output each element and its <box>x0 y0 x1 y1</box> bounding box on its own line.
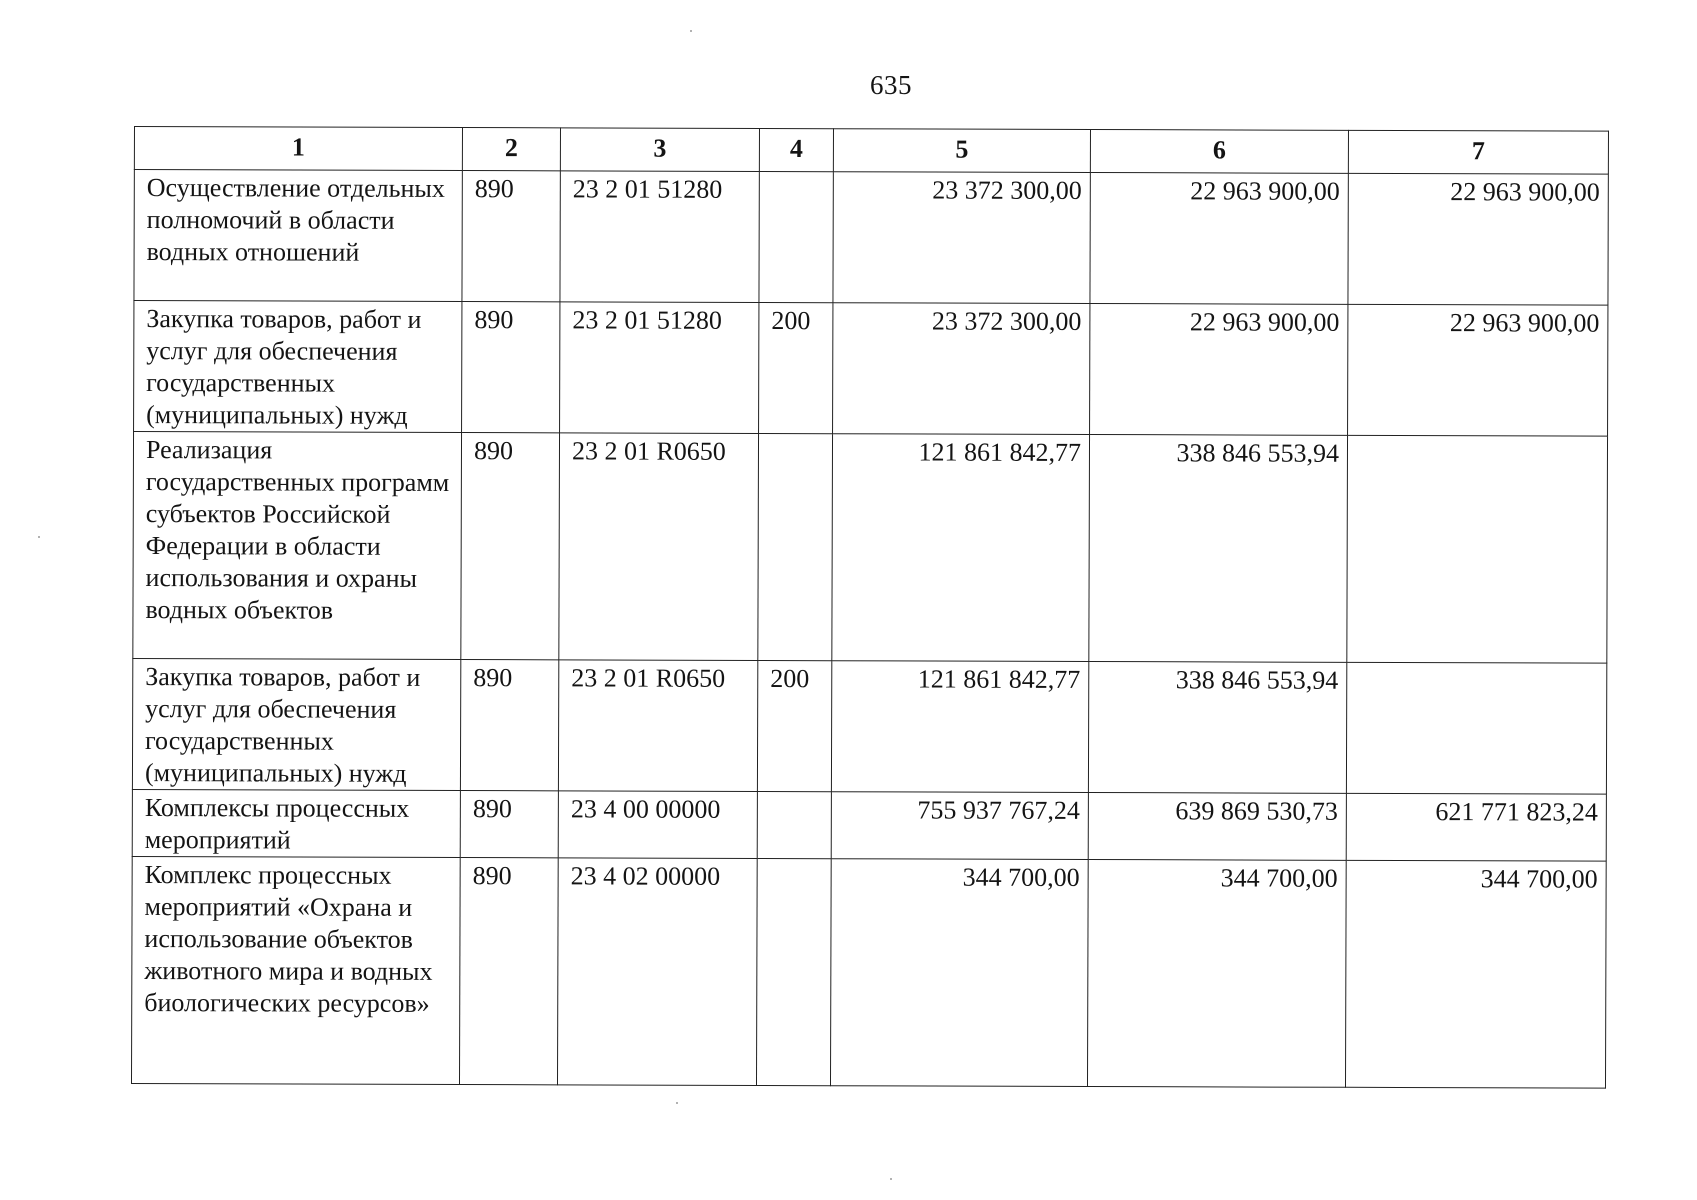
table-row <box>131 856 1606 1088</box>
item-name: Осуществление отдельных полномочий в области водных отношений <box>134 170 462 302</box>
page-number: 635 <box>870 70 912 100</box>
item-amount-col6: 22 963 900,00 <box>1090 173 1348 305</box>
item-target-code: 23 2 01 51280 <box>560 171 759 303</box>
item-amount-col5: 23 372 300,00 <box>833 303 1090 435</box>
column-header-5: 5 <box>833 129 1090 173</box>
table-row <box>134 301 1608 437</box>
table-row <box>132 789 1606 861</box>
item-amount-col6: 338 846 553,94 <box>1089 435 1348 663</box>
item-admin-code: 890 <box>459 858 558 1085</box>
item-name: Закупка товаров, работ и услуг для обеспечения государственных (муниципальных) нужд <box>132 658 460 790</box>
item-expense-type <box>759 171 833 302</box>
item-amount-col7: 22 963 900,00 <box>1348 173 1608 305</box>
item-name: Комплекс процессных мероприятий «Охрана и использование объектов животного мира и водных биологических ресурсов» <box>131 856 460 1084</box>
column-header-7: 7 <box>1348 130 1608 174</box>
scan-speck <box>690 30 692 32</box>
column-header-4: 4 <box>759 128 833 171</box>
item-amount-col6: 344 700,00 <box>1087 860 1346 1088</box>
column-header-2: 2 <box>462 128 560 171</box>
item-amount-col7: 22 963 900,00 <box>1348 304 1608 436</box>
item-name: Комплексы процессных мероприятий <box>132 789 460 857</box>
item-target-code: 23 2 01 51280 <box>560 302 759 434</box>
item-admin-code: 890 <box>460 791 558 858</box>
table-header <box>134 127 1608 175</box>
item-expense-type: 200 <box>757 660 831 791</box>
header-row <box>134 127 1608 175</box>
item-target-code: 23 2 01 R0650 <box>558 660 757 792</box>
item-expense-type <box>757 791 831 858</box>
item-name: Закупка товаров, работ и услуг для обеспечения государственных (муниципальных) нужд <box>134 301 462 433</box>
item-amount-col7 <box>1347 435 1608 663</box>
item-admin-code: 890 <box>460 660 558 791</box>
budget-table <box>131 126 1609 1089</box>
item-amount-col7 <box>1346 662 1606 794</box>
item-expense-type <box>758 433 833 660</box>
item-amount-col5: 121 861 842,77 <box>832 434 1090 662</box>
item-amount-col7: 621 771 823,24 <box>1346 793 1606 861</box>
column-header-3: 3 <box>560 128 759 172</box>
item-amount-col5: 121 861 842,77 <box>831 661 1088 793</box>
item-target-code: 23 4 02 00000 <box>557 858 757 1086</box>
item-amount-col5: 755 937 767,24 <box>831 792 1088 860</box>
item-amount-col7: 344 700,00 <box>1345 860 1606 1088</box>
item-target-code: 23 2 01 R0650 <box>559 433 759 661</box>
table-row <box>134 170 1608 306</box>
column-header-6: 6 <box>1090 130 1348 174</box>
table-body <box>131 170 1608 1089</box>
table-row <box>132 658 1606 794</box>
item-admin-code: 890 <box>462 171 560 302</box>
item-admin-code: 890 <box>461 433 560 660</box>
scan-speck <box>890 1178 892 1180</box>
table-row <box>133 432 1608 664</box>
item-amount-col5: 344 700,00 <box>830 859 1088 1087</box>
item-expense-type: 200 <box>759 302 833 433</box>
item-amount-col6: 338 846 553,94 <box>1088 662 1346 794</box>
scan-speck <box>38 536 40 538</box>
column-header-1: 1 <box>134 127 462 171</box>
budget-table-sheet <box>131 126 1608 1089</box>
item-amount-col6: 639 869 530,73 <box>1088 793 1346 861</box>
item-target-code: 23 4 00 00000 <box>558 791 757 859</box>
item-admin-code: 890 <box>462 302 560 433</box>
scan-speck <box>676 1102 678 1104</box>
item-amount-col6: 22 963 900,00 <box>1090 304 1348 436</box>
item-name: Реализация государственных программ субъектов Российской Федерации в области использования и охраны водных объектов <box>133 432 462 660</box>
item-expense-type <box>756 858 831 1085</box>
item-amount-col5: 23 372 300,00 <box>833 172 1090 304</box>
